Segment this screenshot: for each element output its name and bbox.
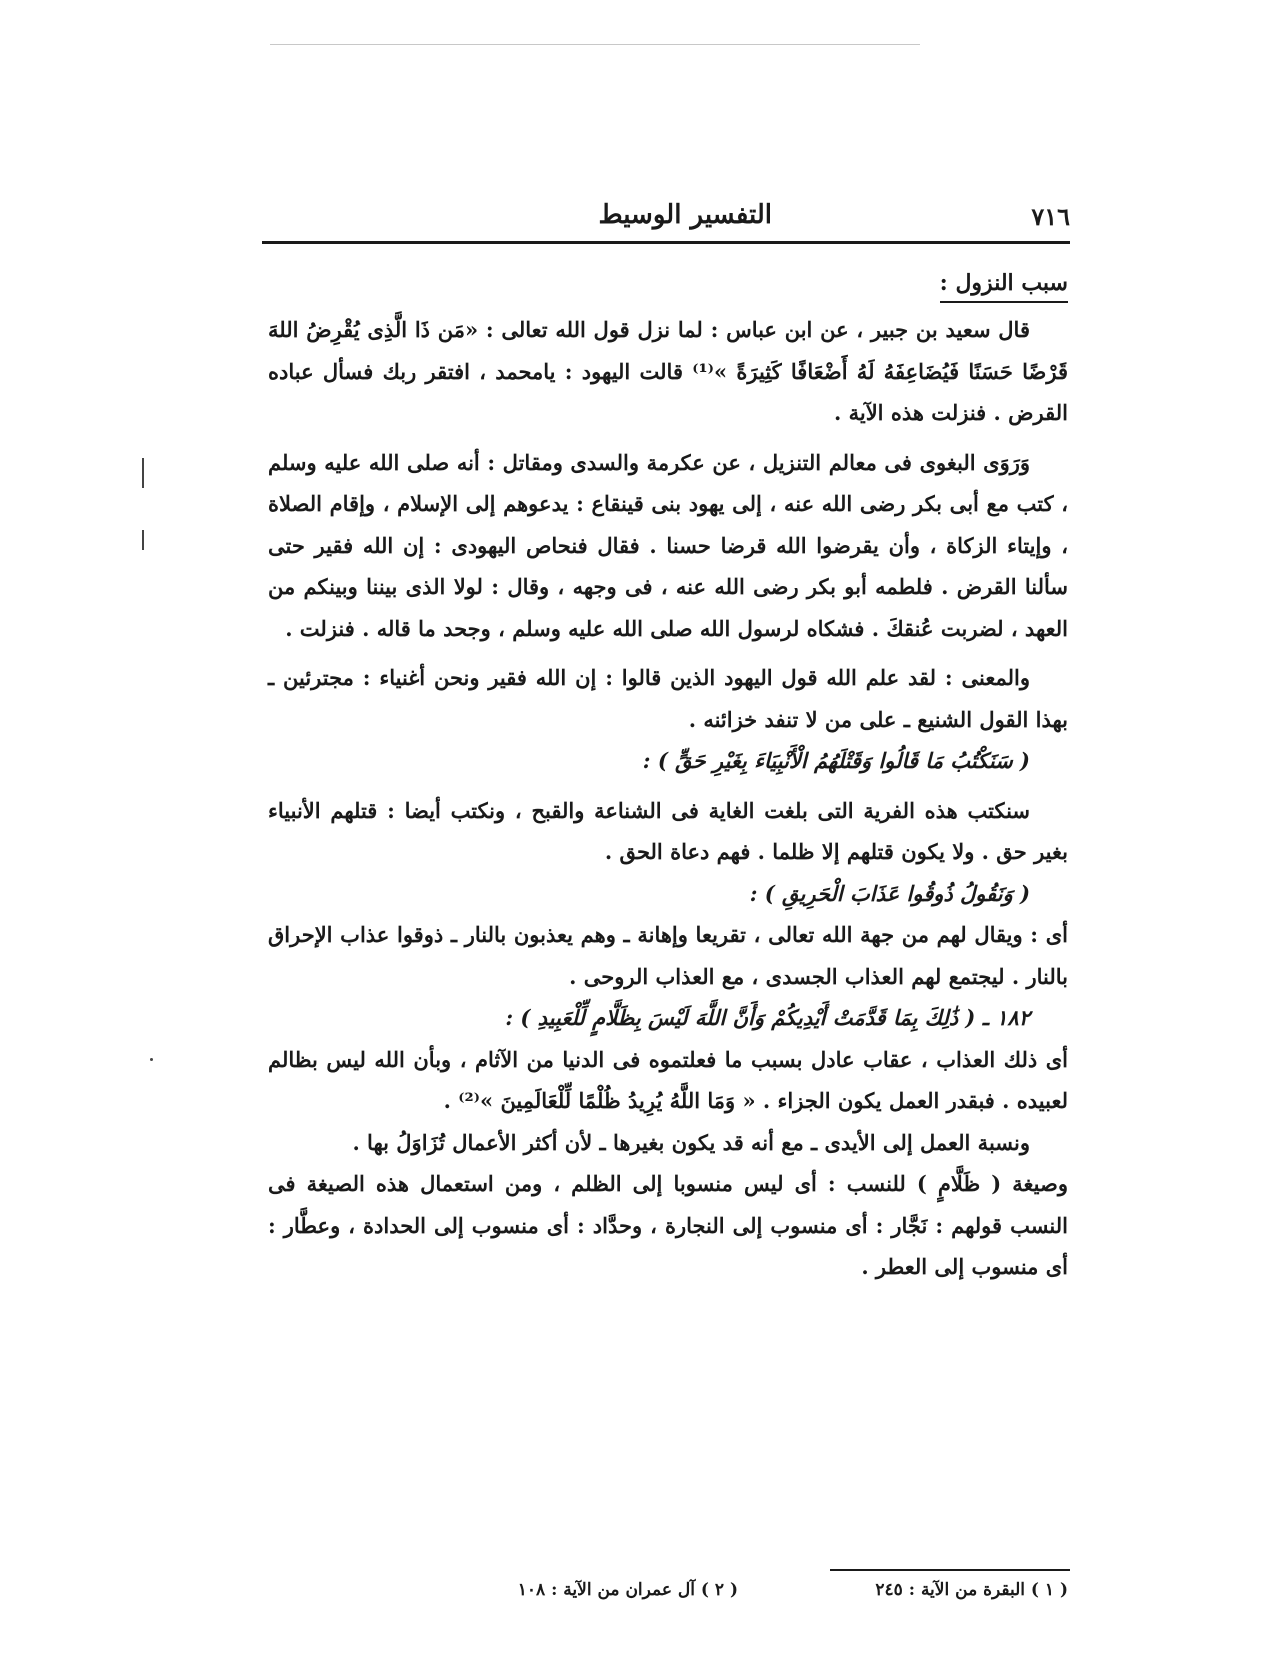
- footnote: ( ٢ ) آل عمران من الآية : ١٠٨: [517, 1580, 738, 1600]
- verse-heading: ١٨٢ ـ ( ذَٰلِكَ بِمَا قَدَّمَتْ أَيْدِيكُمْ وَأَنَّ اللَّهَ لَيْسَ بِظَلَّامٍ لِّلْعَبِيدِ ) :: [505, 1005, 1030, 1030]
- paragraph: سنكتب هذه الفرية التى بلغت الغاية فى الشناعة والقبح ، ونكتب أيضا : قتلهم الأنبياء بغير حق . ولا يكون قتلهم إلا ظلما . فهم دعاة الحق .: [268, 797, 1068, 864]
- paragraph: قال سعيد بن جبير ، عن ابن عباس : لما نزل قول الله تعالى : «مَن ذَا الَّذِى يُقْرِضُ اللهَ قَرْضًا حَسَنًا فَيُضَاعِفَهُ لَهُ أَضْعَافًا كَثِيرَةً »⁽¹⁾ قالت اليهود : يامحمد ، افتقر ربك فسأل عباده القرض . فنزلت هذه الآية .: [268, 317, 1068, 425]
- margin-mark: [150, 1058, 153, 1061]
- verse-heading: ( سَنَكْتُبُ مَا قَالُوا وَقَتْلَهُمُ الْأَنْبِيَاءَ بِغَيْرِ حَقٍّ ) :: [642, 748, 1030, 773]
- paragraph: وَرَوَى البغوى فى معالم التنزيل ، عن عكرمة والسدى ومقاتل : أنه صلى الله عليه وسلم ، كتب مع أبى بكر رضى الله عنه ، إلى يهود بنى قينقاع : يدعوهم إلى الإسلام ، وإقام الصلاة ، وإيتاء الزكاة ، وأن يقرضوا الله قرضا حسنا . فقال فنحاص اليهودى : إن الله فقير حتى سألنا القرض . فلطمه أبو بكر رضى الله عنه ، فى وجهه ، وقال : لولا الذى بيننا وبينكم من العهد ، لضربت عُنقكَ . فشكاه لرسول الله صلى الله عليه وسلم ، وجحد ما قاله . فنزلت .: [268, 449, 1069, 641]
- paragraph: أى ذلك العذاب ، عقاب عادل بسبب ما فعلتموه فى الدنيا من الآثام ، وبأن الله ليس بظالم لعبيده . فبقدر العمل يكون الجزاء . « وَمَا اللَّهُ يُرِيدُ ظُلْمًا لِّلْعَالَمِينَ »⁽²⁾ .: [268, 1046, 1068, 1113]
- page-number: ٧١٦: [1031, 202, 1070, 231]
- paragraph: أى : ويقال لهم من جهة الله تعالى ، تقريعا وإهانة ـ وهم يعذبون بالنار ـ ذوقوا عذاب الإحراق بالنار . ليجتمع لهم العذاب الجسدى ، مع العذاب الروحى .: [268, 922, 1068, 989]
- margin-mark: [142, 458, 144, 488]
- paragraph: ونسبة العمل إلى الأيدى ـ مع أنه قد يكون بغيرها ـ لأن أكثر الأعمال تُزَاوَلُ بها .: [352, 1129, 1030, 1155]
- footnote: ( ١ ) البقرة من الآية : ٢٤٥: [875, 1580, 1068, 1600]
- section-heading: سبب النزول :: [940, 265, 1068, 303]
- page-header: [262, 198, 1070, 238]
- page-body: [268, 262, 1068, 1288]
- paragraph: وصيغة ( ظَلَّامٍ ) للنسب : أى ليس منسوبا إلى الظلم ، ومن استعمال هذه الصيغة فى النسب قولهم : نَجَّار : أى منسوب إلى النجارة ، وحدَّاد : أى منسوب إلى الحدادة ، وعطَّار : أى منسوب إلى العطر .: [268, 1171, 1068, 1279]
- running-title: التفسير الوسيط: [598, 200, 772, 230]
- margin-mark: [142, 530, 144, 550]
- footnote-rule: [830, 1569, 1070, 1571]
- paragraph: والمعنى : لقد علم الله قول اليهود الذين قالوا : إن الله فقير ونحن أغنياء : مجترئين ـ بهذا القول الشنيع ـ على من لا تنفد خزائنه .: [268, 665, 1068, 732]
- scan-artifact-line: [270, 44, 920, 45]
- verse-heading: ( وَنَقُولُ ذُوقُوا عَذَابَ الْحَرِيقِ ) :: [749, 880, 1030, 906]
- header-rule: [262, 241, 1070, 244]
- footnotes: [460, 1580, 1068, 1616]
